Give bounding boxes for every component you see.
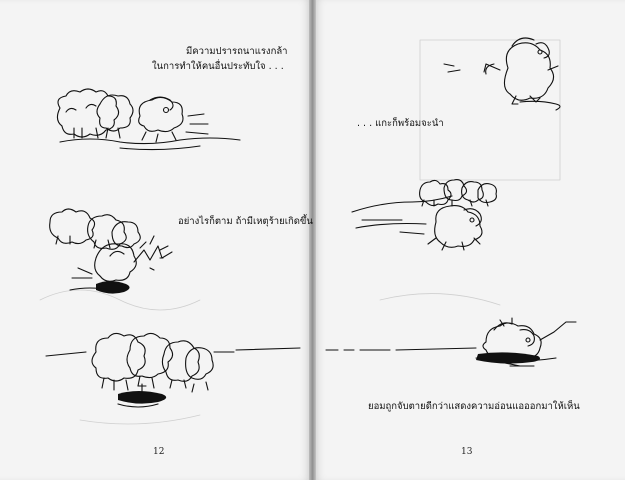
sheep-accident-illustration <box>50 209 172 294</box>
sheep-lying-down-illustration <box>476 318 576 366</box>
sheep-leader-flock-illustration <box>352 180 496 250</box>
sheep-jumping-illustration <box>444 38 560 110</box>
left-caption-line-1: มีความปรารถนาแรงกล้า <box>186 46 288 57</box>
left-caption-accident: อย่างไรก็ตาม ถ้ามีเหตุร้ายเกิดขึ้น <box>178 216 313 227</box>
right-caption-lead: . . . แกะก็พร้อมจะนำ <box>357 118 444 129</box>
right-page-number: 13 <box>461 447 473 457</box>
right-caption-conclusion: ยอมถูกจับตายดีกว่าแสดงความอ่อนแอออกมาให้เห็น <box>368 401 580 412</box>
horizon-line <box>326 348 476 350</box>
left-page-number: 12 <box>153 447 165 457</box>
left-caption-line-2: ในการทำให้คนอื่นประทับใจ . . . <box>152 61 284 72</box>
sheep-group-standing-illustration <box>46 333 300 407</box>
sheep-flock-running-illustration <box>57 89 240 150</box>
